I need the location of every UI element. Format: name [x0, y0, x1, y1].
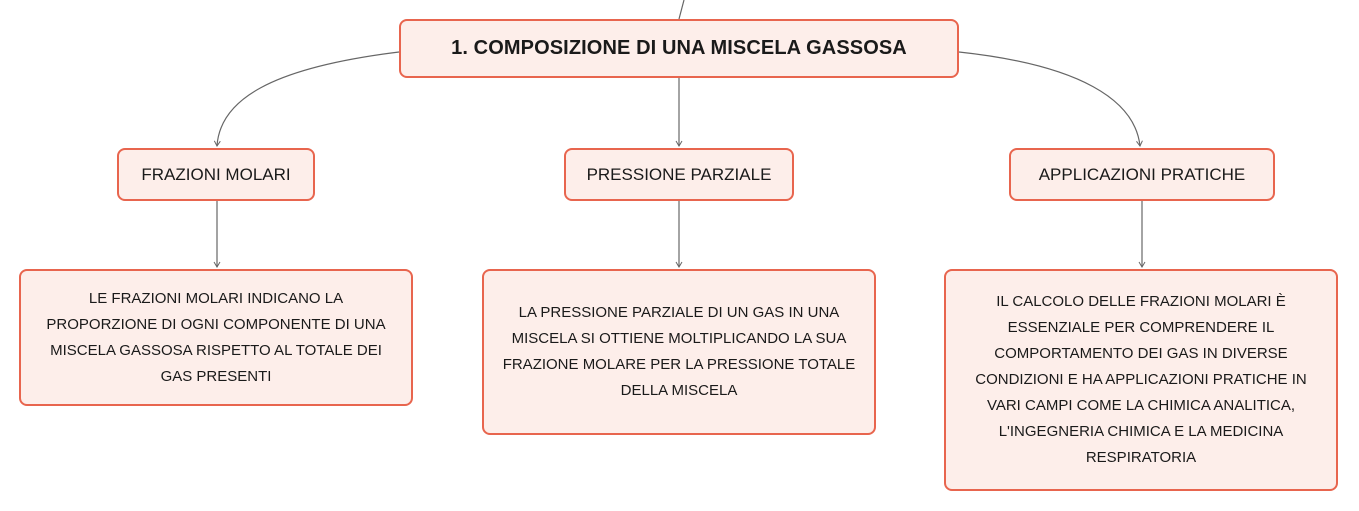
detail-applicazioni-pratiche[interactable] [944, 269, 1338, 491]
root-topic[interactable] [399, 19, 959, 78]
topic-label: APPLICAZIONI PRATICHE [1038, 164, 1246, 184]
topic-applicazioni-pratiche[interactable] [1009, 148, 1275, 201]
detail-text: LA PRESSIONE PARZIALE DI UN GAS IN UNA MISCELA SI OTTIENE MOLTIPLICANDO LA SUA FRAZIONE MOLARE PER LA PRESSIONE TOTALE DELLA MISCELA [502, 304, 856, 399]
connector-root-to-applicazioni-pratiche [959, 52, 1140, 146]
connector-root-to-frazioni-molari [217, 52, 399, 146]
detail-pressione-parziale[interactable] [482, 269, 876, 435]
topic-pressione-parziale[interactable] [564, 148, 794, 201]
detail-text: IL CALCOLO DELLE FRAZIONI MOLARI È ESSENZIALE PER COMPRENDERE IL COMPORTAMENTO DEI GAS IN DIVERSE CONDIZIONI E HA APPLICAZIONI PRATICHE IN VARI CAMPI COME LA CHIMICA ANALITICA, L'INGEGNERIA CHIMICA E LA MEDICINA RESPIRATORIA [975, 293, 1307, 466]
detail-text: LE FRAZIONI MOLARI INDICANO LA PROPORZIONE DI OGNI COMPONENTE DI UNA MISCELA GASSOSA RISPETTO AL TOTALE DEI GAS PRESENTI [46, 289, 386, 385]
topic-label: PRESSIONE PARZIALE [586, 164, 772, 184]
detail-frazioni-molari[interactable] [19, 269, 413, 406]
root-topic-label: 1. COMPOSIZIONE DI UNA MISCELA GASSOSA [451, 37, 907, 59]
parent-connector [679, 0, 684, 19]
topic-frazioni-molari[interactable] [117, 148, 315, 201]
topic-label: FRAZIONI MOLARI [141, 164, 291, 184]
